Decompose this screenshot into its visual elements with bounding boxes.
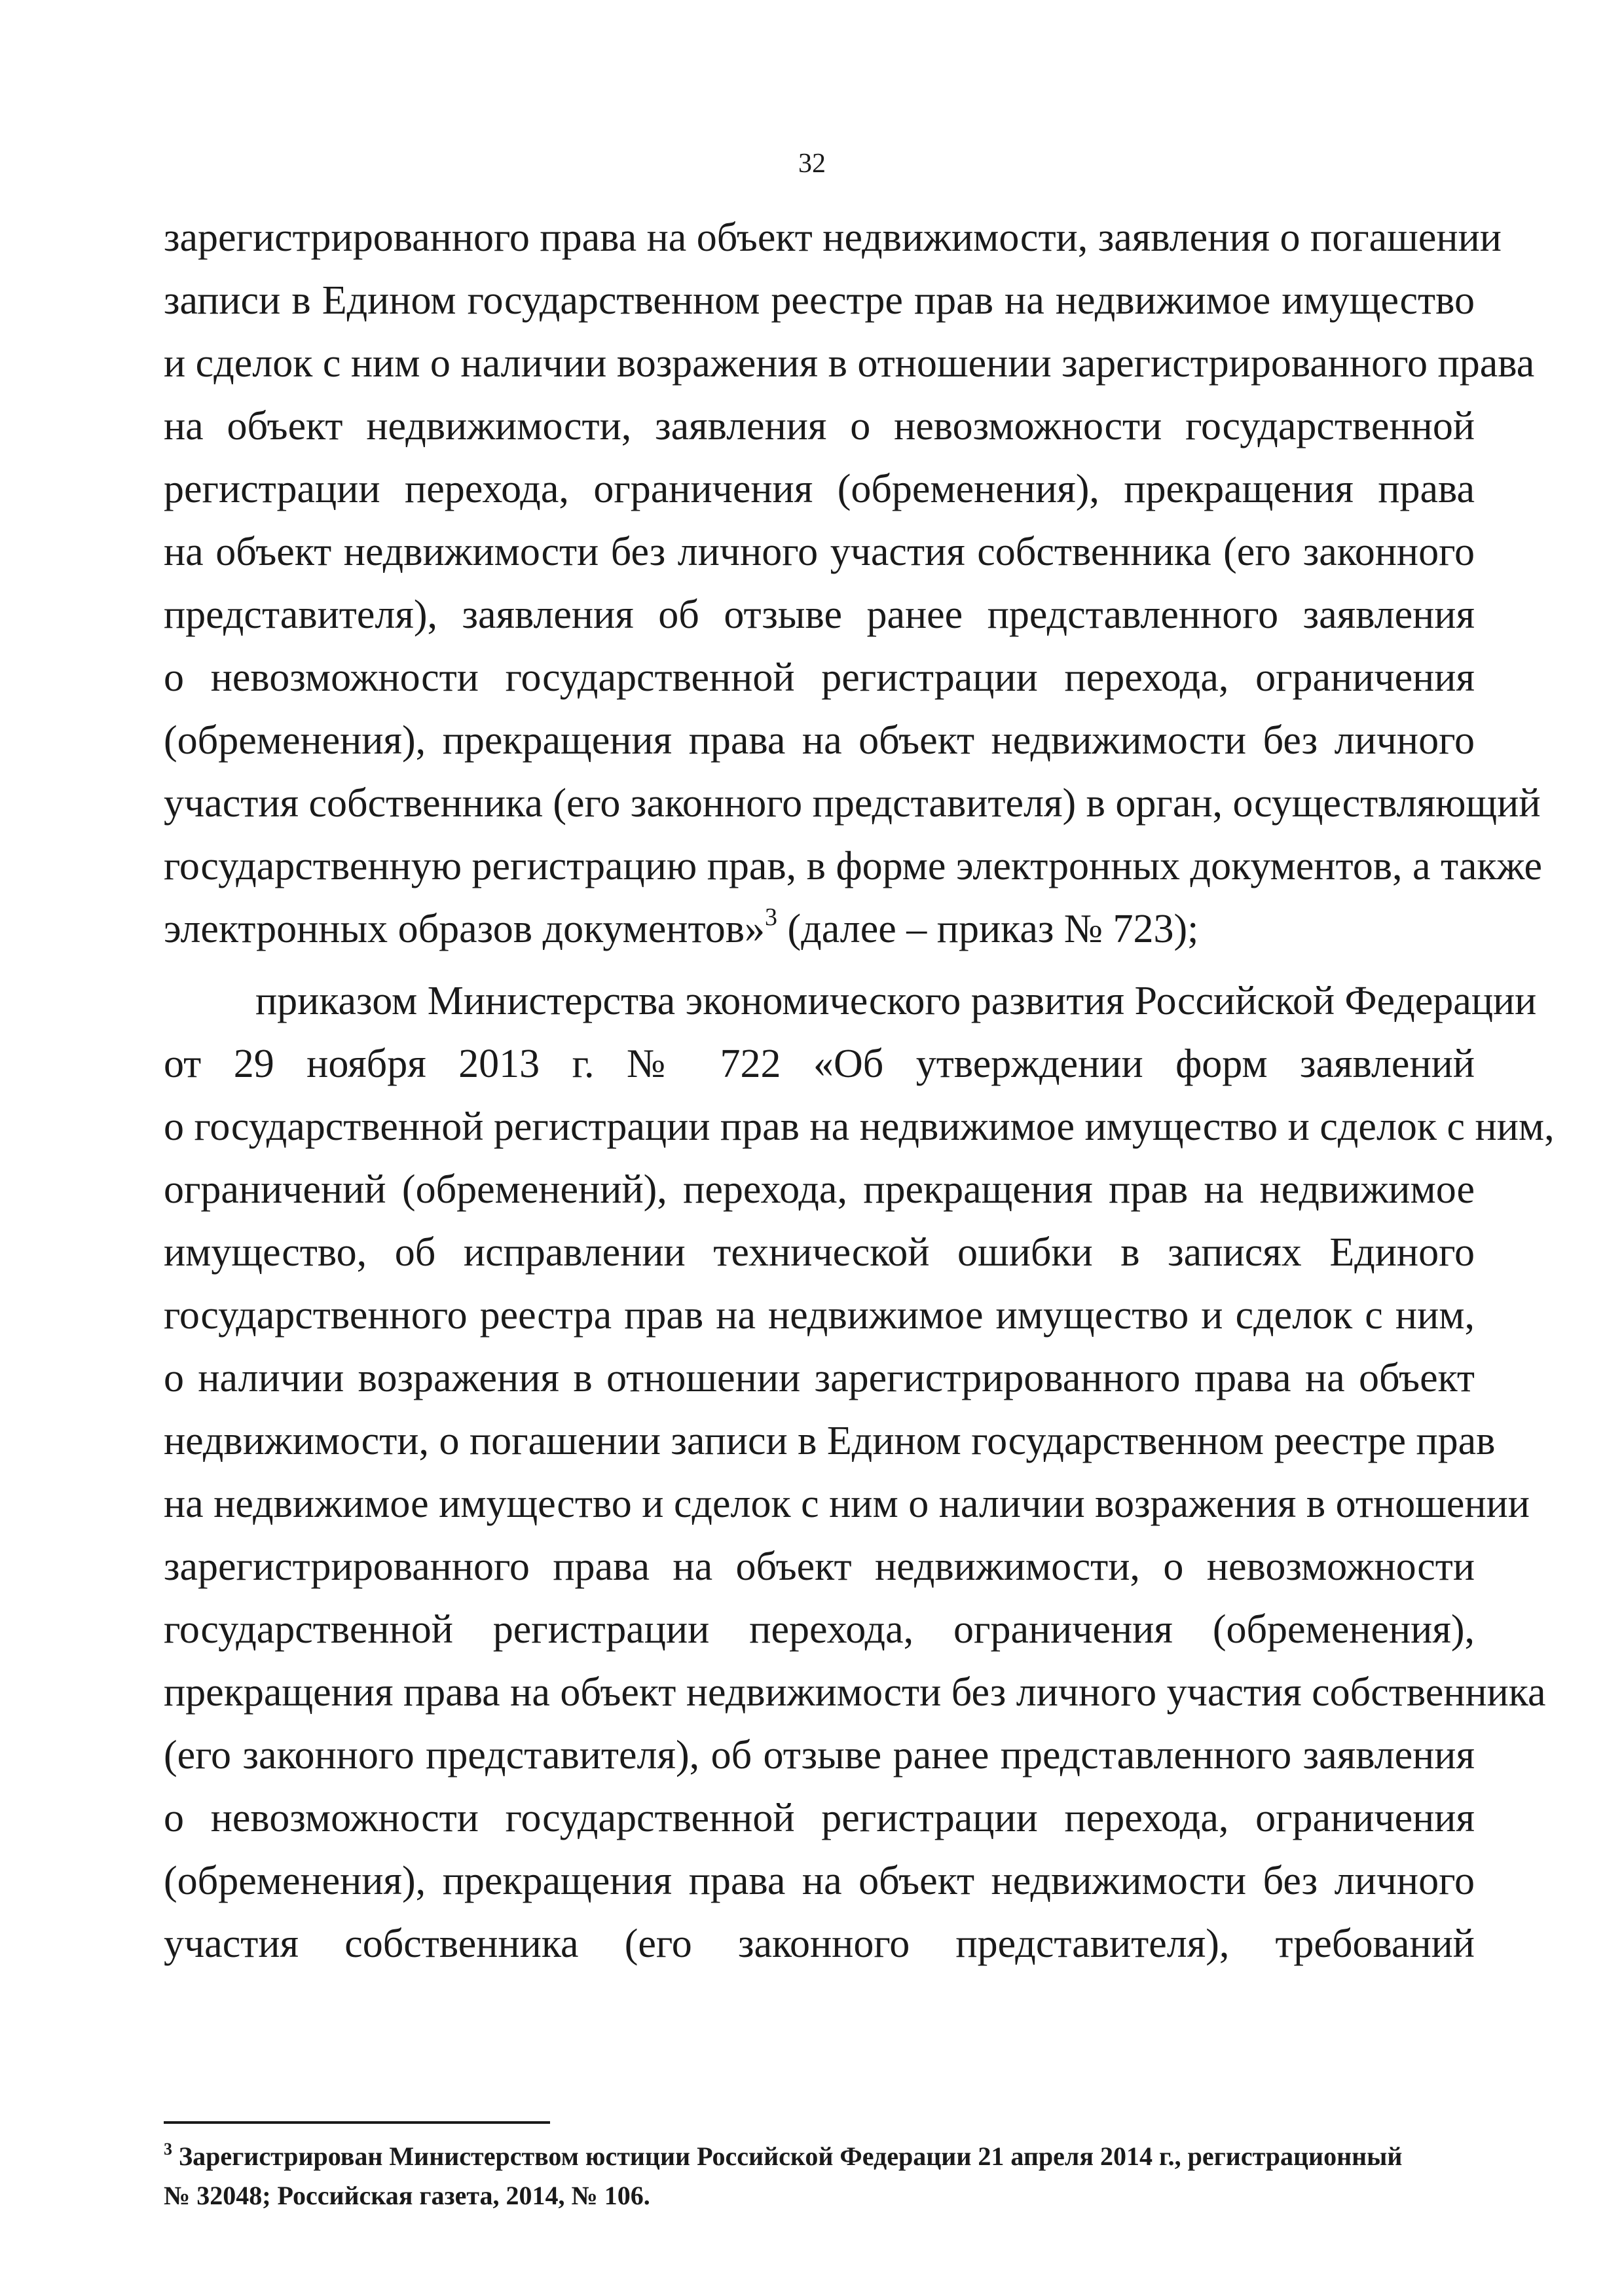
text-line: прекращения права на объект недвижимости без личного участия собственника xyxy=(164,1670,1546,1715)
footnote-line xyxy=(164,2138,1408,2175)
footnote-separator xyxy=(164,2121,550,2124)
text-line: на объект недвижимости без личного участия собственника (его законного xyxy=(164,530,1475,574)
page-number: 32 xyxy=(798,149,826,179)
footnote-line: № 32048; Российская газета, 2014, № 106. xyxy=(164,2181,650,2210)
text-line: приказом Министерства экономического развития Российской Федерации xyxy=(255,979,1537,1023)
text-line: регистрации перехода, ограничения (обременения), прекращения права xyxy=(164,467,1475,511)
text-fragment: (далее – приказ № 723); xyxy=(787,907,1199,951)
text-line: участия собственника (его законного представителя), требований xyxy=(164,1922,1475,1966)
text-line: (обременения), прекращения права на объект недвижимости без личного xyxy=(164,718,1475,763)
footnote-marker: 3 xyxy=(164,2139,172,2159)
text-line: недвижимости, о погашении записи в Едином государственном реестре прав xyxy=(164,1419,1496,1463)
text-line: на недвижимое имущество и сделок с ним о наличии возражения в отношении xyxy=(164,1482,1530,1526)
text-line: (его законного представителя), об отзыве ранее представленного заявления xyxy=(164,1733,1475,1777)
text-line: государственного реестра прав на недвижимое имущество и сделок с ним, xyxy=(164,1293,1475,1338)
text-line: записи в Едином государственном реестре прав на недвижимое имущество xyxy=(164,278,1475,323)
footnote-reference: 3 xyxy=(765,903,778,932)
text-line: (обременения), прекращения права на объект недвижимости без личного xyxy=(164,1859,1475,1903)
text-line: о государственной регистрации прав на недвижимое имущество и сделок с ним, xyxy=(164,1104,1555,1149)
text-line: и сделок с ним о наличии возражения в отношении зарегистрированного права xyxy=(164,341,1535,386)
text-line: представителя), заявления об отзыве ранее представленного заявления xyxy=(164,592,1475,637)
text-line: о невозможности государственной регистрации перехода, ограничения xyxy=(164,655,1475,700)
text-line: ограничений (обременений), перехода, прекращения прав на недвижимое xyxy=(164,1167,1475,1212)
text-line: зарегистрированного права на объект недвижимости, заявления о погашении xyxy=(164,215,1502,260)
text-line: на объект недвижимости, заявления о невозможности государственной xyxy=(164,404,1475,448)
text-line: зарегистрированного права на объект недвижимости, о невозможности xyxy=(164,1544,1475,1589)
text-line: государственной регистрации перехода, ограничения (обременения), xyxy=(164,1607,1475,1652)
text-line: участия собственника (его законного представителя) в орган, осуществляющий xyxy=(164,781,1541,826)
footnote-text: Зарегистрирован Министерством юстиции Российской Федерации 21 апреля 2014 г., регистрационный xyxy=(179,2141,1403,2171)
text-line: о невозможности государственной регистрации перехода, ограничения xyxy=(164,1796,1475,1840)
text-line: имущество, об исправлении технической ошибки в записях Единого xyxy=(164,1230,1475,1275)
text-line: о наличии возражения в отношении зарегистрированного права на объект xyxy=(164,1356,1475,1400)
text-line: от 29 ноября 2013 г. № 722 «Об утверждении форм заявлений xyxy=(164,1042,1475,1086)
text-line: государственную регистрацию прав, в форме электронных документов, а также xyxy=(164,844,1543,888)
text-line xyxy=(164,900,1475,958)
text-fragment: электронных образов документов» xyxy=(164,907,766,951)
